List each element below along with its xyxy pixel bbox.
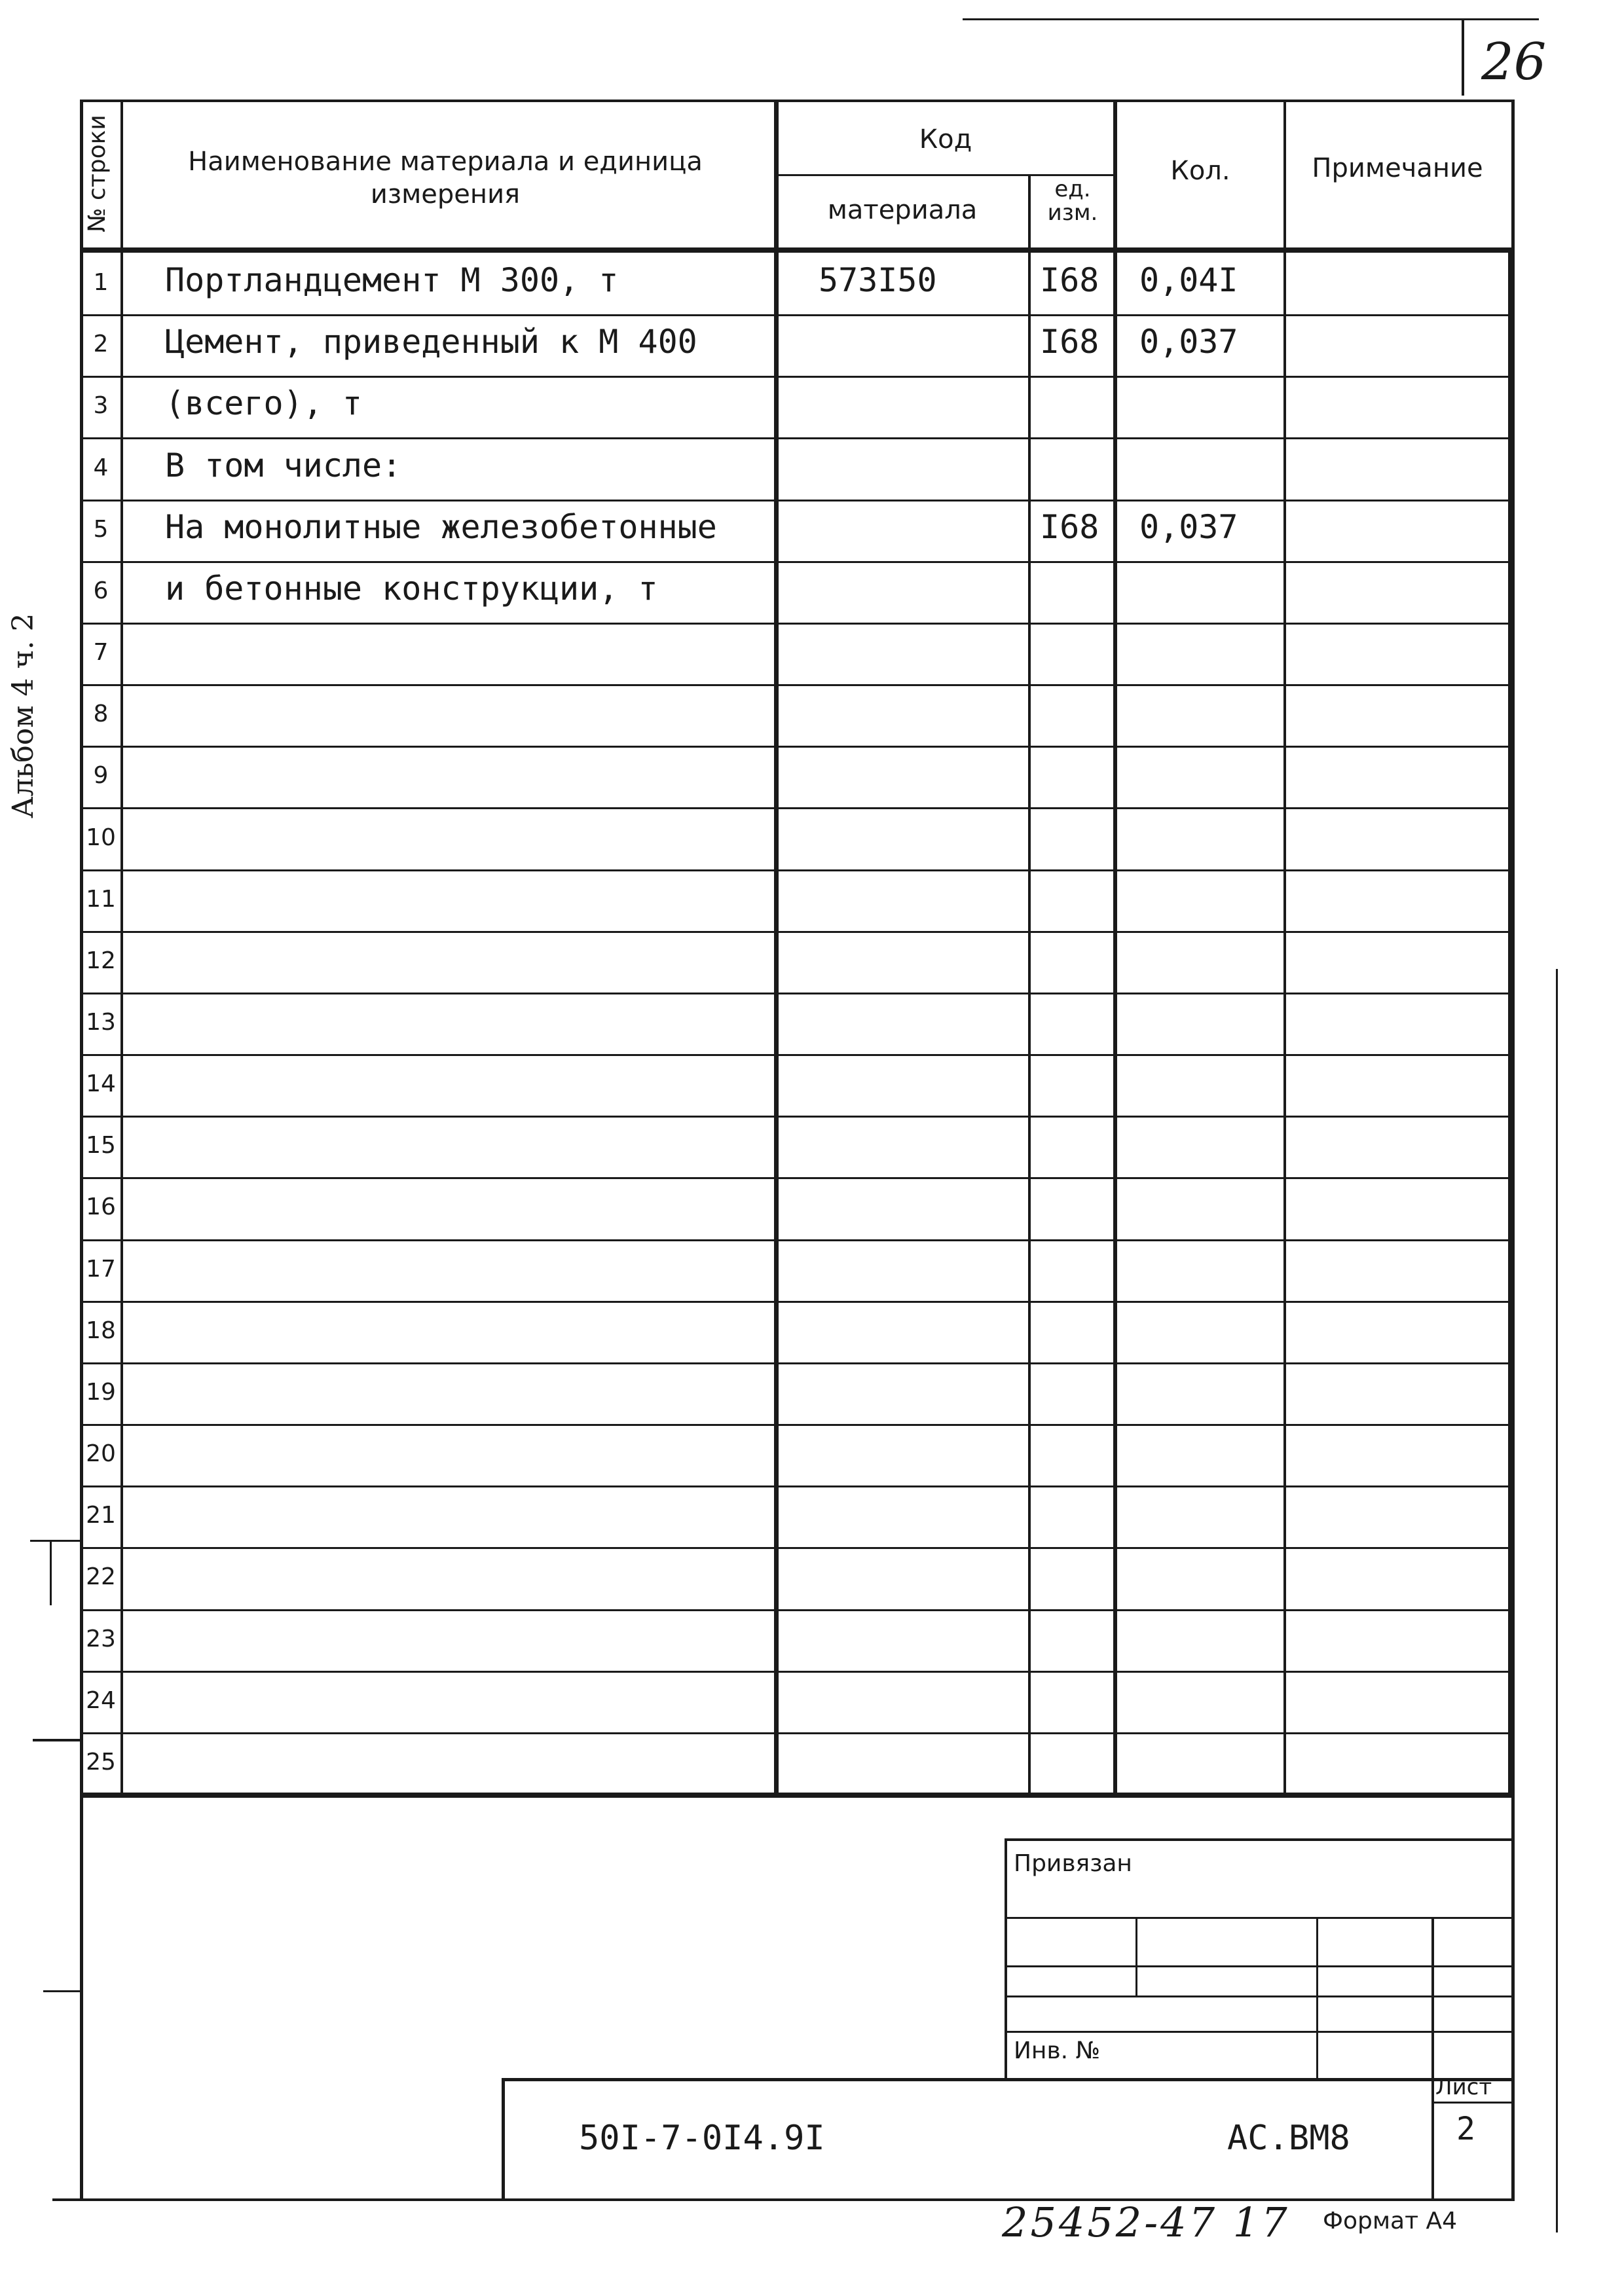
row-number: 12 — [86, 947, 116, 974]
corner-divider — [1462, 18, 1464, 96]
row-number: 25 — [86, 1749, 116, 1776]
row-qty-cell: 0,037 — [1139, 508, 1238, 546]
row-separator — [80, 314, 1514, 316]
row-number: 13 — [86, 1009, 116, 1036]
header-name: Наименование материала и единица измерения — [188, 147, 703, 210]
header-code-unit: ед. изм. — [1047, 176, 1098, 226]
col-sep-name — [774, 100, 779, 1795]
row-number: 2 — [93, 331, 109, 357]
row-separator — [80, 1671, 1514, 1673]
row-name-cell: Портландцемент М 300, т — [165, 261, 619, 299]
frame-top — [80, 100, 1514, 102]
row-separator — [80, 1732, 1514, 1734]
row-number: 11 — [86, 886, 116, 913]
row-separator — [80, 437, 1514, 439]
header-qty: Кол. — [1170, 156, 1230, 186]
row-separator — [80, 1054, 1514, 1056]
row-separator — [80, 1239, 1514, 1241]
header-code: Код — [919, 124, 972, 155]
footer-number: 25452-47 17 — [1002, 2198, 1290, 2246]
row-number: 3 — [93, 392, 109, 419]
row-separator — [80, 1547, 1514, 1549]
row-separator — [80, 684, 1514, 686]
row-name-cell: В том числе: — [165, 446, 402, 484]
row-unit-cell: I68 — [1040, 261, 1099, 299]
row-separator — [80, 869, 1514, 871]
row-unit-cell: I68 — [1040, 323, 1099, 361]
stamp-inv-label: Инв. № — [1014, 2037, 1101, 2064]
row-number: 22 — [86, 1563, 116, 1590]
table-bottom-line — [80, 1793, 1514, 1798]
row-separator — [80, 746, 1514, 748]
titleblock-top — [502, 2078, 1514, 2081]
row-number: 7 — [93, 639, 109, 666]
row-number: 6 — [93, 577, 109, 604]
row-separator — [80, 1177, 1514, 1179]
row-number: 23 — [86, 1626, 116, 1652]
row-separator — [80, 993, 1514, 994]
row-qty-cell: 0,04I — [1139, 261, 1238, 299]
document-code: 50I-7-0I4.9I — [579, 2119, 825, 2158]
stamp-vsep-3 — [1431, 1917, 1434, 2200]
row-number: 14 — [86, 1070, 116, 1097]
row-separator — [80, 931, 1514, 933]
row-separator — [80, 1116, 1514, 1118]
row-number: 21 — [86, 1502, 116, 1529]
row-number: 20 — [86, 1440, 116, 1467]
binding-mark-1 — [30, 1540, 81, 1542]
row-separator — [80, 1301, 1514, 1303]
right-edge-line — [1556, 969, 1558, 2232]
stamp-line-2 — [1005, 1965, 1513, 1967]
row-number: 18 — [86, 1317, 116, 1344]
row-name-cell: и бетонные конструкции, т — [165, 570, 658, 608]
stamp-vsep-2 — [1316, 1917, 1318, 2081]
row-separator — [80, 1424, 1514, 1426]
row-name-cell: (всего), т — [165, 384, 363, 422]
row-name-cell: Цемент, приведенный к М 400 — [165, 323, 697, 361]
col-sep-right-bold — [1508, 249, 1513, 1795]
row-name-cell: На монолитные железобетонные — [165, 508, 717, 546]
stamp-line-4 — [1005, 2031, 1513, 2033]
row-code-cell: 573I50 — [819, 261, 937, 299]
row-separator — [80, 1362, 1514, 1364]
frame-bottom — [52, 2198, 1515, 2201]
header-code-material: материала — [827, 195, 978, 225]
stamp-vsep-1 — [1135, 1917, 1137, 1995]
row-number: 10 — [86, 824, 116, 851]
binding-mark-1-vert — [50, 1540, 52, 1605]
header-note: Примечание — [1312, 153, 1483, 183]
sheet-label: Лист — [1435, 2074, 1492, 2100]
row-number: 19 — [86, 1379, 116, 1406]
row-number: 17 — [86, 1256, 116, 1283]
sheet-label-line — [1431, 2102, 1514, 2104]
row-number: 9 — [93, 762, 109, 789]
album-side-label: Альбом 4 ч. 2 — [7, 613, 40, 818]
top-border-line — [963, 18, 1539, 20]
document-mark: АС.ВМ8 — [1227, 2119, 1350, 2158]
row-separator — [80, 623, 1514, 625]
binding-mark-3 — [43, 1990, 81, 1992]
stamp-line-1 — [1005, 1917, 1513, 1919]
stamp-top — [1005, 1838, 1513, 1841]
row-number: 5 — [93, 516, 109, 543]
col-sep-code — [1028, 175, 1031, 1795]
stamp-left — [1005, 1838, 1007, 2081]
row-separator — [80, 561, 1514, 563]
footer-format: Формат А4 — [1323, 2208, 1458, 2234]
row-number: 4 — [93, 454, 109, 481]
row-number: 1 — [93, 269, 109, 296]
row-number: 15 — [86, 1132, 116, 1159]
row-number: 8 — [93, 701, 109, 727]
binding-mark-2 — [33, 1739, 81, 1741]
row-number: 24 — [86, 1687, 116, 1714]
row-separator — [80, 1485, 1514, 1487]
page-mark: 26 — [1481, 33, 1547, 92]
header-row-no: № строки — [84, 115, 111, 232]
titleblock-left — [502, 2078, 505, 2200]
header-bottom-line — [80, 247, 1514, 253]
row-separator — [80, 500, 1514, 501]
row-separator — [80, 807, 1514, 809]
row-separator — [80, 376, 1514, 378]
col-sep-unit — [1113, 100, 1117, 1795]
row-unit-cell: I68 — [1040, 508, 1099, 546]
stamp-bound-label: Привязан — [1014, 1850, 1132, 1877]
col-sep-qty — [1283, 100, 1286, 1795]
sheet-number: 2 — [1456, 2111, 1475, 2147]
row-separator — [80, 1609, 1514, 1611]
row-qty-cell: 0,037 — [1139, 323, 1238, 361]
stamp-line-3 — [1005, 1995, 1513, 1997]
row-number: 16 — [86, 1194, 116, 1220]
